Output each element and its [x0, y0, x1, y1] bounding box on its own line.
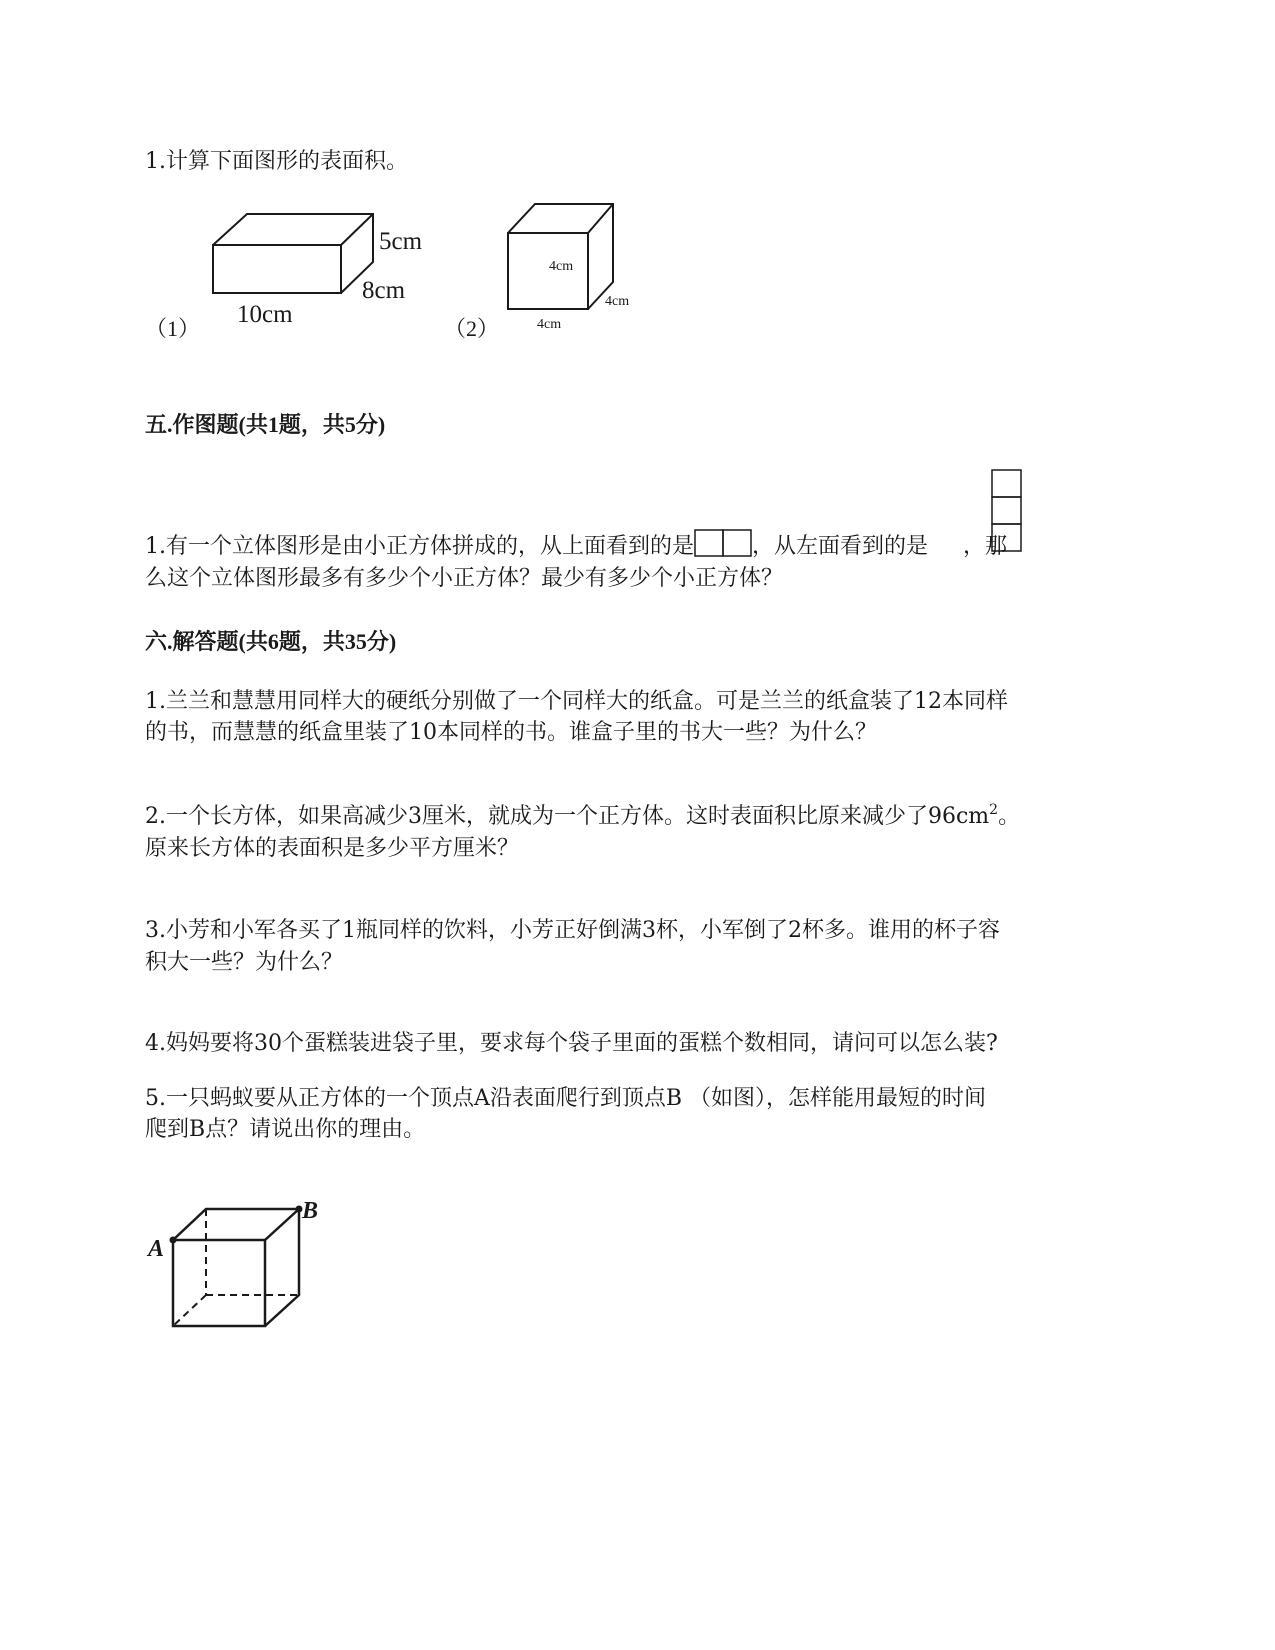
figure-2-label: （2） — [444, 316, 500, 341]
question-6-2-line2: 原来长方体的表面积是多少平方厘米？ — [145, 836, 520, 861]
cube-bottom-label: 4cm — [537, 317, 562, 332]
top-view-figure — [694, 529, 752, 557]
section-5-heading: 五.作图题(共1题，共5分) — [145, 412, 386, 437]
question-5-1-line1 — [145, 529, 1007, 564]
question-5-1-line2: 么这个立体图形最多有多少个小正方体？最少有多少个小正方体？ — [145, 566, 784, 591]
question-6-3-line2: 积大一些？为什么？ — [145, 950, 344, 975]
question-6-2-line1 — [145, 800, 1020, 834]
question-6-5-line1: 5.一只蚂蚁要从正方体的一个顶点A沿表面爬行到顶点B （如图），怎样能用最短的时间 — [145, 1086, 987, 1111]
question-6-2-period: 。 — [998, 804, 1021, 829]
question-5-1-mid: ，从左面看到的是 — [752, 534, 929, 559]
section-6-heading: 六.解答题(共6题，共35分) — [145, 629, 397, 654]
question-6-4-line1: 4.妈妈要将30个蛋糕装进袋子里，要求每个袋子里面的蛋糕个数相同，请问可以怎么装? — [145, 1031, 998, 1056]
question-4-1-text: 1.计算下面图形的表面积。 — [145, 149, 408, 174]
question-6-1-line2: 的书，而慧慧的纸盒里装了10本同样的书。谁盒子里的书大一些？为什么？ — [145, 720, 877, 745]
question-6-5-line2: 爬到B点？请说出你的理由。 — [145, 1117, 426, 1142]
cube-front-label: 4cm — [549, 259, 574, 274]
label-b: B — [302, 1198, 319, 1224]
cuboid-width-label: 8cm — [362, 277, 406, 304]
label-a: A — [148, 1236, 165, 1262]
point-a — [170, 1237, 177, 1244]
cuboid-length-label: 10cm — [237, 301, 293, 328]
cuboid-figure — [140, 200, 440, 350]
cube-side-label: 4cm — [605, 294, 630, 309]
figure-1-label: （1） — [145, 316, 201, 341]
cube-figure — [440, 195, 660, 345]
question-6-1-line1: 1.兰兰和慧慧用同样大的硬纸分别做了一个同样大的纸盒。可是兰兰的纸盒装了12本同样 — [145, 689, 1008, 714]
question-6-2-text: 2.一个长方体，如果高减少3厘米，就成为一个正方体。这时表面积比原来减少了96cm — [145, 804, 990, 829]
superscript-2: 2 — [989, 802, 999, 818]
cuboid-height-label: 5cm — [379, 228, 423, 255]
question-5-1-post: ，那 — [963, 534, 1008, 559]
question-6-3-line1: 3.小芳和小军各买了1瓶同样的饮料，小芳正好倒满3杯，小军倒了2杯多。谁用的杯子容 — [145, 918, 1000, 943]
question-5-1-pre: 1.有一个立体图形是由小正方体拼成的，从上面看到的是 — [145, 534, 694, 559]
ant-cube-figure — [140, 1190, 340, 1340]
